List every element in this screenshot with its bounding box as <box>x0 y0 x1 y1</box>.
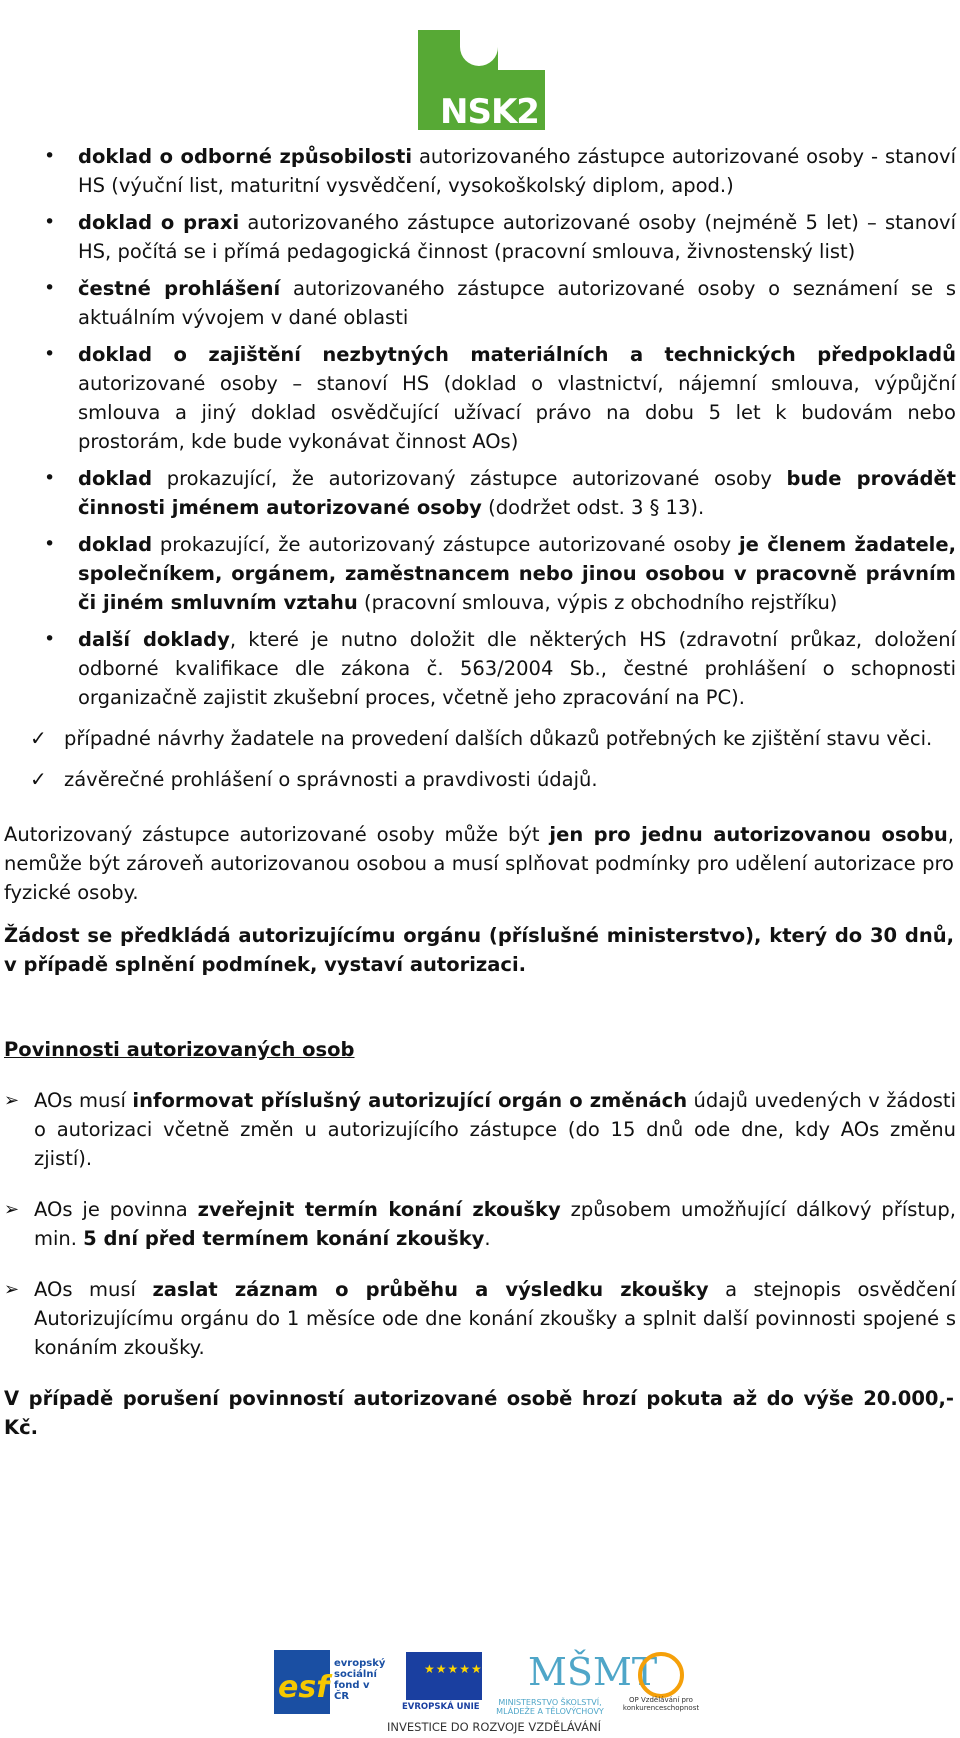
bold-text: jen pro jednu autorizovanou osobu <box>549 823 948 846</box>
bold-text: informovat příslušný autorizující orgán o změnách <box>132 1089 688 1112</box>
bullet-item <box>0 208 960 266</box>
bullet-item <box>0 142 960 200</box>
obligations-list <box>0 1086 960 1362</box>
text-run: AOs musí <box>34 1278 153 1301</box>
check-item: ✓ případné návrhy žadatele na provedení dalších důkazů potřebných ke zjištění stavu věci. <box>0 724 960 753</box>
bold-text: doklad o odborné způsobilosti <box>78 145 413 168</box>
op-label: OP Vzdělávání pro konkurenceschopnost <box>622 1696 700 1712</box>
bold-text: bude provádět činnosti jménem autorizované osoby <box>78 467 956 519</box>
eu-logo: ★★★★★ EVROPSKÁ UNIE <box>402 1652 486 1714</box>
text-run: způsobem umožňující dálkový přístup, min. <box>34 1198 956 1250</box>
check-item: ✓ závěrečné prohlášení o správnosti a pravdivosti údajů. <box>0 765 960 794</box>
bold-text: doklad <box>78 533 153 556</box>
op-logo <box>616 1652 706 1716</box>
bold-text: V případě porušení povinností autorizované osobě hrozí pokuta až do výše 20.000,- Kč. <box>4 1387 954 1439</box>
esf-text: evropský sociální fond v ČR <box>334 1658 386 1702</box>
text-run: prokazující, že autorizovaný zástupce autorizované osoby <box>152 467 787 490</box>
esf-logo: esf evropský sociální fond v ČR <box>270 1650 388 1716</box>
footer-logos <box>270 1650 710 1738</box>
bold-text: Žádost se předkládá autorizujícímu orgánu (příslušné ministerstvo), který do 30 dnů, v případě splnění podmínek, vystaví autorizaci. <box>4 924 954 976</box>
check-list <box>0 724 960 794</box>
bold-text: 5 dní před termínem konání zkoušky <box>83 1227 485 1250</box>
bold-text: doklad <box>78 467 153 490</box>
bold-text: je členem žadatele, společníkem, orgánem, zaměstnancem nebo jinou osobou v pracovně právním či jiném smluvním vztahu <box>78 533 957 614</box>
text-run: prokazující, že autorizovaný zástupce autorizované osoby <box>152 533 739 556</box>
text-run: autorizované osoby – stanoví HS (doklad o vlastnictví, nájemní smlouva, výpůjční smlouva a jiný doklad osvědčující užívací právo na dobu 5 let k budovám nebo prostorám, kde bude vykonávat činnost AOs) <box>78 372 956 453</box>
bullet-item <box>0 340 960 456</box>
text-run: AOs musí <box>34 1089 133 1112</box>
nsk2-logo <box>418 30 545 130</box>
text-run: (dodržet odst. 3 § 13). <box>481 496 705 519</box>
text-run: a stejnopis osvědčení Autorizujícímu orgánu do 1 měsíce ode dne konání zkoušky a splnit další povinnosti spojené s konáním zkoušky. <box>34 1278 956 1359</box>
text-run: , které je nutno doložit dle některých HS (zdravotní průkaz, doložení odborné kvalifikace dle zákona č. 563/2004 Sb., čestné prohlášení o schopnosti organizačně zajistit zkušební proces, včetně jeho zpracování na PC). <box>78 628 957 709</box>
msmt-label: MINISTERSTVO ŠKOLSTVÍ, MLÁDEŽE A TĚLOVÝCHOVY <box>496 1698 604 1716</box>
investment-slogan: INVESTICE DO ROZVOJE VZDĚLÁVÁNÍ <box>387 1720 601 1734</box>
text-run: autorizovaného zástupce autorizované osoby o seznámení se s aktuálním vývojem v dané oblasti <box>78 277 956 329</box>
bold-text: zaslat záznam o průběhu a výsledku zkoušky <box>152 1278 709 1301</box>
logo-text: NSK2 <box>440 92 539 132</box>
bold-text: čestné prohlášení <box>78 277 281 300</box>
text-run: údajů uvedených v žádosti o autorizaci včetně změn u autorizujícího zástupce (do 15 dnů ode dne, kdy AOs změnu zjistí). <box>34 1089 956 1170</box>
representative-paragraph <box>0 820 960 907</box>
bold-text: zveřejnit termín konání zkoušky <box>197 1198 561 1221</box>
document-body <box>0 142 960 1442</box>
text-run: . <box>484 1227 491 1250</box>
obligation-item <box>0 1195 960 1253</box>
text-run: autorizovaného zástupce autorizované osoby - stanoví HS (výuční list, maturitní vysvědčení, vysokoškolský diplom, apod.) <box>78 145 956 197</box>
eu-label: EVROPSKÁ UNIE <box>402 1702 480 1712</box>
penalty-paragraph <box>0 1384 960 1442</box>
bold-text: další doklady <box>78 628 230 651</box>
bullet-item <box>0 464 960 522</box>
msmt-logo: MŠMT MINISTERSTVO ŠKOLSTVÍ, MLÁDEŽE A TĚLOVÝCHOVY <box>492 1650 602 1716</box>
bold-text: doklad o zajištění nezbytných materiálních a technických předpokladů <box>78 343 956 366</box>
obligation-item <box>0 1275 960 1362</box>
section-heading: Povinnosti autorizovaných osob <box>4 1038 355 1061</box>
bold-text: doklad o praxi <box>78 211 240 234</box>
bullet-item <box>0 625 960 712</box>
obligation-item <box>0 1086 960 1173</box>
text-run: (pracovní smlouva, výpis z obchodního rejstříku) <box>357 591 838 614</box>
application-paragraph <box>0 921 960 979</box>
bullet-item <box>0 530 960 617</box>
text-run: , nemůže být zároveň autorizovanou osobou a musí splňovat podmínky pro udělení autorizace pro fyzické osoby. <box>4 823 954 904</box>
text-run: AOs je povinna <box>34 1198 198 1221</box>
text-run: Autorizovaný zástupce autorizované osoby může být <box>4 823 550 846</box>
bullet-item <box>0 274 960 332</box>
requirements-list <box>0 142 960 712</box>
text-run: autorizovaného zástupce autorizované osoby (nejméně 5 let) – stanoví HS, počítá se i přímá pedagogická činnost (pracovní smlouva, živnostenský list) <box>78 211 956 263</box>
